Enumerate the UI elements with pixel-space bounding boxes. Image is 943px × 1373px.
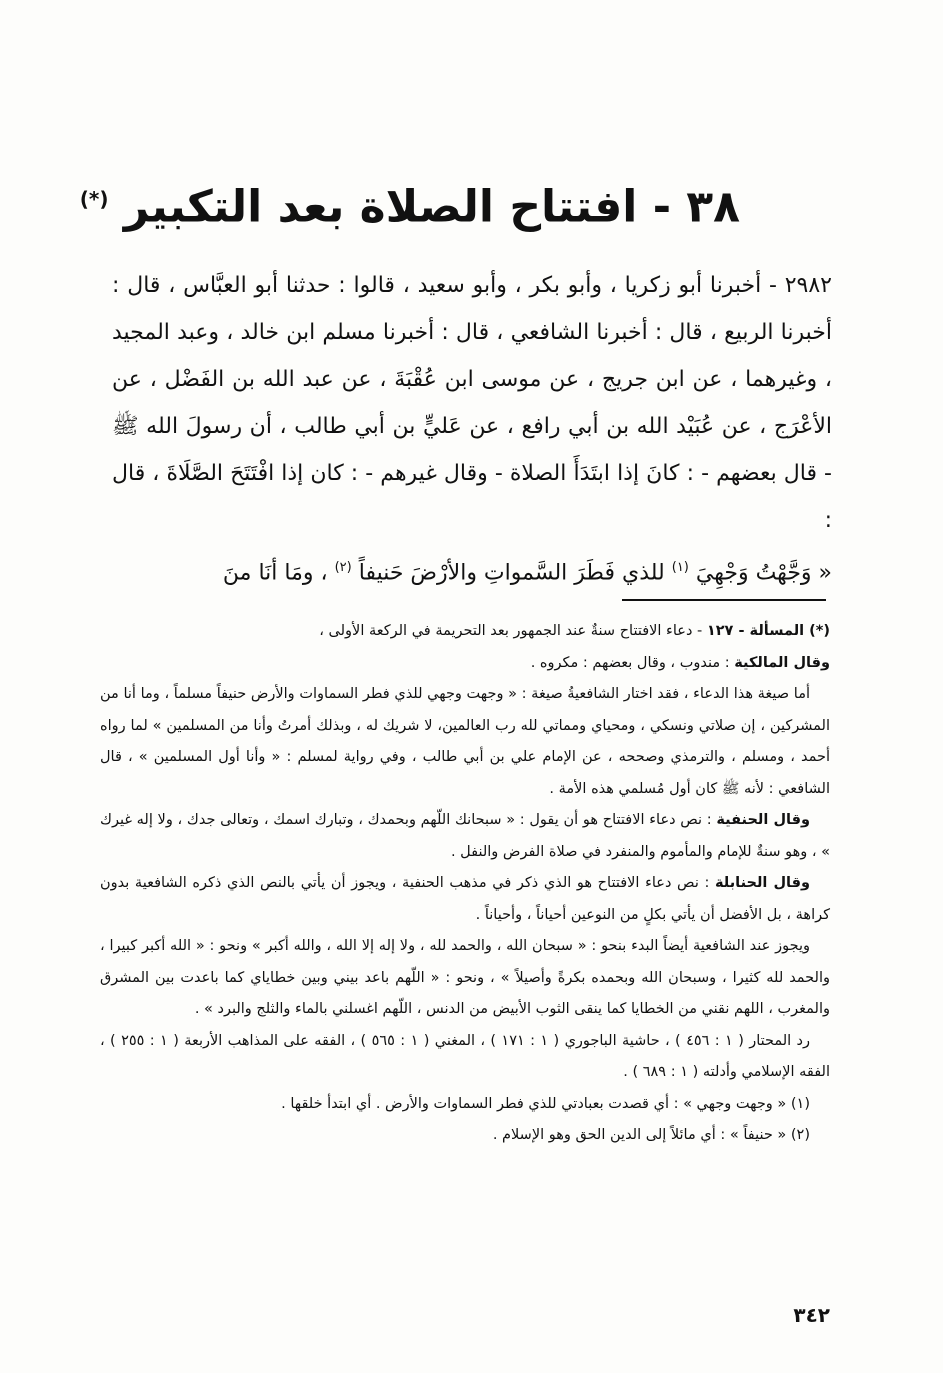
references-note: رد المحتار ( ١ : ٤٥٦ ) ، حاشية الباجوري ( ١ : ١٧١ ) ، المغني ( ١ : ٥٦٥ ) ، الفقه على المذاهب الأربعة ( ١ : ٢٥٥ ) ، الفقه الإسلامي وأدلته ( ١ : ٦٨٩ ) . <box>100 1032 830 1080</box>
chapter-title-footnote-mark: (*) <box>79 187 109 212</box>
hanbali-text: : نص دعاء الافتتاح هو الذي ذكر في مذهب الحنفية ، ويجوز أن يأتي بالنص الذي ذكره الشافعية بدون كراهة ، بل الأفضل أن يأتي بكلٍ من النوعين أحياناً ، وأحياناً . <box>100 875 830 923</box>
quote-part-a: « وَجَّهْتُ وَجْهِيَ <box>695 560 832 586</box>
hadith-quote-line <box>112 544 832 596</box>
quote-part-c: ، ومَا أنَا منَ <box>222 560 328 586</box>
maliki-text: : مندوب ، وقال بعضهم : مكروه . <box>530 654 730 671</box>
hanafi-label: وقال الحنفية <box>716 812 811 828</box>
hadith-paragraph: ٢٩٨٢ - أخبرنا أبو زكريا ، وأبو بكر ، وأبو سعيد ، قالوا : حدثنا أبو العبَّاس ، قال : أخبرنا الربيع ، قال : أخبرنا الشافعي ، قال : أخبرنا مسلم ابن خالد ، وعبد المجيد ، وغيرهما ، عن ابن جريج ، عن موسى ابن عُقْبَةَ ، عن عبد الله بن الفَضْل ، عن الأعْرَج ، عن عُبَيْد الله بن أبي رافع ، عن عَليٍّ بن أبي طالب ، أن رسولَ الله ﷺ - قال بعضهم - : كانَ إذا ابتَدَأَ الصلاة - وقال غيرهم - : كان إذا افْتَتَحَ الصَّلَاةَ ، قال : <box>112 273 832 533</box>
quote-part-b: للذي فَطَرَ السَّمواتِ والأرْضَ حَنيفاً <box>358 560 665 586</box>
footnote-divider <box>622 599 826 601</box>
shafii-note: أما صيغة هذا الدعاء ، فقد اختار الشافعيةُ صيغة : « وجهت وجهي للذي فطر السماوات والأرض حنيفاً مسلماً ، وما أنا من المشركين ، إن صلاتي ونسكي ، ومحياي ومماتي لله رب العالمين، لا شريك له ، وبذلك أمرتُ وأنا من المسلمين » لما رواه أحمد ، ومسلم ، والترمذي وصححه ، عن الإمام علي بن أبي طالب ، وفي رواية لمسلم : « وأنا أول المسلمين » ، قال الشافعي : لأنه ﷺ كان أول مُسلمي هذه الأمة . <box>100 686 830 797</box>
footnote-issue <box>100 616 830 648</box>
footnotes-section <box>100 616 830 1152</box>
issue-text: - دعاء الافتتاح سنةٌ عند الجمهور بعد التحريمة في الركعة الأولى ، <box>319 623 703 639</box>
other-forms-note: ويجوز عند الشافعية أيضاً البدء بنحو : « سبحان الله ، والحمد لله ، ولا إله إلا الله ، والله أكبر » ونحو : « الله أكبر كبيرا ، والحمد لله كثيرا ، وسبحان الله وبحمده بكرةً وأصيلاً » ، ونحو : « اللّهم باعد بيني وبين خطاياي كما باعدت بين المشرق والمغرب ، اللهم نقني من الخطايا كما ينقى الثوب الأبيض من الدنس ، اللّهم اغسلني بالماء والثلج والبرد » . <box>100 938 830 1017</box>
footnote-1: (١) « وجهت وجهي » : أي قصدت بعبادتي للذي فطر السماوات والأرض . أي ابتدأ خلقها . <box>281 1095 810 1112</box>
hanafi-note <box>100 805 830 868</box>
maliki-label: وقال المالكية <box>734 654 830 671</box>
page-number: ٣٤٢ <box>793 1303 830 1327</box>
issue-label: (*) المسألة - ١٢٧ <box>706 623 830 639</box>
hanbali-label: وقال الحنابلة <box>715 875 811 891</box>
chapter-title-text: ٣٨ - افتتاح الصلاة بعد التكبير <box>123 182 740 234</box>
maliki-note <box>100 648 830 680</box>
hanbali-note <box>100 868 830 931</box>
hanafi-text: : نص دعاء الافتتاح هو أن يقول : « سبحانك اللّهم وبحمدك ، وتبارك اسمك ، وتعالى جدك ، ولا إله غيرك » ، وهو سنةٌ للإمام والمأموم والمنفرد في صلاة الفرض والنفل . <box>100 812 830 860</box>
footnote-2: (٢) « حنيفاً » : أي مائلاً إلى الدين الحق وهو الإسلام . <box>492 1127 810 1143</box>
footnote-ref-1: (١) <box>671 560 689 575</box>
footnote-ref-2: (٢) <box>334 560 352 575</box>
chapter-title <box>79 169 740 238</box>
hadith-text <box>112 262 832 596</box>
